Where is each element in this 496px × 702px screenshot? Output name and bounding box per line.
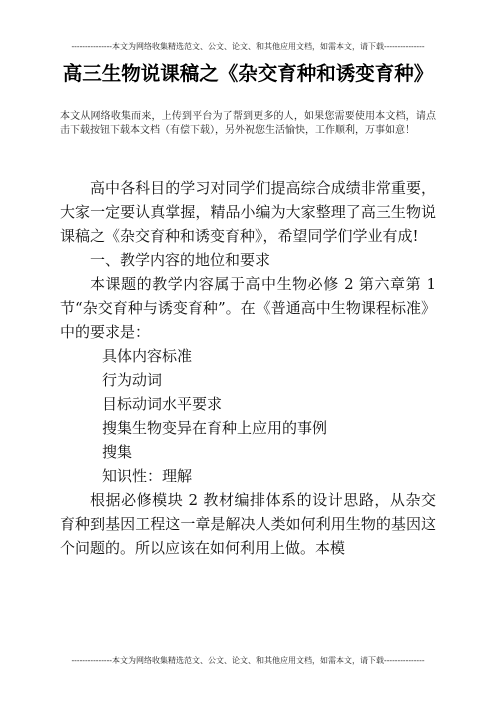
list-item: 目标动词水平要求 [102,395,223,413]
document-title: 高三生物说课稿之《杂交育种和诱变育种》 [62,62,434,85]
list-item: 知识性：理解 [102,467,193,485]
page-header: ---------------本文为网络收集精选范文、公文、论文、和其他应用文档，如需本文，请下载--------------- [71,42,425,51]
document-body [60,176,436,560]
paragraph-content-scope: 本课题的教学内容属于高中生物必修 2 第六章第 1 节“杂交育种与诱变育种”。在《普通高中生物课程标准》中的要求是： [60,275,436,341]
list-item: 搜集生物变异在育种上应用的事例 [102,419,328,437]
list-item: 行为动词 [102,371,163,389]
paragraph-textbook-design: 根据必修模块 2 教材编排体系的设计思路，从杂交育种到基因工程这一章是解决人类如何利用生物的基因这个问题的。所以应该在如何利用上做。本模 [60,491,436,557]
page-footer: ---------------本文为网络收集精选范文、公文、论文、和其他应用文档，如需本文，请下载--------------- [71,656,425,665]
paragraph-intro: 高中各科目的学习对同学们提高综合成绩非常重要，大家一定要认真掌握，精品小编为大家整理了高三生物说课稿之《杂交育种和诱变育种》，希望同学们学业有成! [60,179,436,245]
download-notice: 本文从网络收集而来，上传到平台为了帮到更多的人，如果您需要使用本文档，请点击下载按钮下载本文档（有偿下载），另外祝您生活愉快，工作顺利，万事如意！ [60,111,436,136]
list-item: 搜集 [102,443,133,461]
section-heading: 一、教学内容的地位和要求 [90,251,271,269]
list-item: 具体内容标准 [102,347,193,365]
